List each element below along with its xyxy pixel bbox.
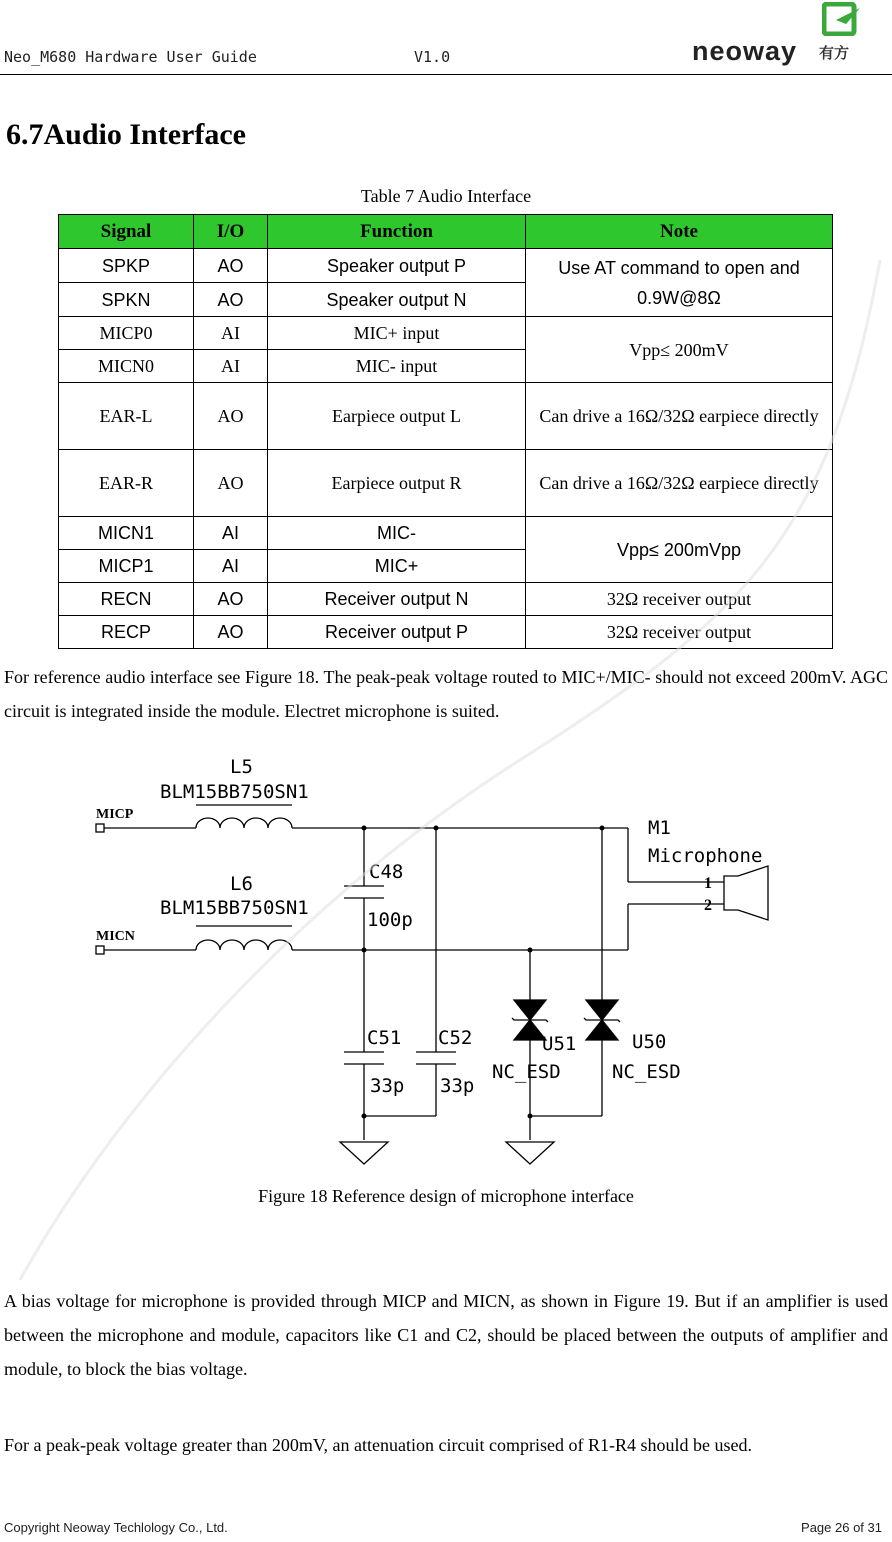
- cell-io: AO: [194, 450, 268, 517]
- logo-cn-text: 有方: [819, 44, 850, 62]
- header-signal: Signal: [59, 215, 194, 249]
- logo-text: neoway: [692, 36, 798, 66]
- microphone-icon: [724, 866, 768, 920]
- cell-function: Receiver output N: [268, 583, 526, 616]
- mic-pin1: 1: [704, 875, 712, 892]
- micn-port: [96, 946, 104, 954]
- cell-function: Receiver output P: [268, 616, 526, 649]
- cell-io: AI: [194, 550, 268, 583]
- l6-ref: L6: [230, 873, 253, 895]
- micp-port: [96, 824, 104, 832]
- audio-interface-table: [58, 214, 833, 649]
- c52-value: 33p: [440, 1075, 475, 1097]
- cell-function: Earpiece output L: [268, 383, 526, 450]
- page-header: [0, 0, 892, 76]
- cell-signal: RECP: [59, 616, 194, 649]
- cell-io: AI: [194, 317, 268, 350]
- footer-copyright: Copyright Neoway Techlology Co., Ltd.: [4, 1520, 228, 1535]
- net-label-micp: MICP: [96, 807, 134, 822]
- doc-version: V1.0: [414, 48, 451, 66]
- cell-function: MIC- input: [268, 350, 526, 383]
- figure-caption: Figure 18 Reference design of microphone interface: [258, 1186, 634, 1206]
- cell-io: AO: [194, 383, 268, 450]
- header-function: Function: [268, 215, 526, 249]
- c52-ref: C52: [438, 1027, 473, 1049]
- table-header-row: [59, 215, 833, 249]
- c51-ref: C51: [367, 1027, 402, 1049]
- cell-signal: EAR-L: [59, 383, 194, 450]
- cell-note: Vpp≤ 200mV: [526, 317, 833, 383]
- cell-function: Earpiece output R: [268, 450, 526, 517]
- mic-name: Microphone: [648, 845, 763, 867]
- u51-value: NC_ESD: [492, 1061, 561, 1083]
- cell-function: Speaker output N: [268, 283, 526, 317]
- cell-signal: SPKN: [59, 283, 194, 317]
- header-rule: [0, 74, 892, 75]
- mic-pin2: 2: [704, 897, 712, 914]
- table-row: [59, 383, 833, 450]
- paragraph-audio-reference: For reference audio interface see Figure 18. The peak-peak voltage routed to MIC+/MIC- should not exceed 200mV. AGC circuit is integrated inside the module. Electret microphone is suited.: [4, 667, 888, 721]
- table-row: [59, 583, 833, 616]
- cell-note: Can drive a 16Ω/32Ω earpiece directly: [526, 450, 833, 517]
- cell-io: AI: [194, 350, 268, 383]
- c48-ref: C48: [369, 861, 404, 883]
- cell-io: AI: [194, 517, 268, 550]
- header-io: I/O: [194, 215, 268, 249]
- net-label-micn: MICN: [96, 929, 135, 944]
- cell-note: Vpp≤ 200mVpp: [526, 517, 833, 583]
- footer-page-number: Page 26 of 31: [801, 1520, 882, 1535]
- cell-signal: MICP0: [59, 317, 194, 350]
- cell-io: AO: [194, 583, 268, 616]
- ground-icon: [340, 1142, 388, 1164]
- cell-function: Speaker output P: [268, 249, 526, 283]
- logo-mark-icon: [822, 2, 862, 36]
- cell-note: 32Ω receiver output: [526, 616, 833, 649]
- cell-signal: MICN1: [59, 517, 194, 550]
- paragraph-bias-voltage: A bias voltage for microphone is provided through MICP and MICN, as shown in Figure 19. But if an amplifier is used between the microphone and module, capacitors like C1 and C2, should be placed between the outputs of amplifier and module, to block the bias voltage.: [4, 1291, 888, 1379]
- l6-part: BLM15BB750SN1: [160, 897, 309, 919]
- table-row: [59, 317, 833, 350]
- inductor-l5: [196, 818, 292, 828]
- cell-note: 32Ω receiver output: [526, 583, 833, 616]
- cell-io: AO: [194, 283, 268, 317]
- microphone-schematic: [0, 750, 892, 1180]
- l5-ref: L5: [230, 756, 253, 778]
- cell-signal: RECN: [59, 583, 194, 616]
- table-row: [59, 249, 833, 283]
- esd-diode-icon: [514, 1000, 546, 1020]
- table-row: [59, 450, 833, 517]
- cell-signal: MICN0: [59, 350, 194, 383]
- l5-part: BLM15BB750SN1: [160, 781, 309, 803]
- cell-io: AO: [194, 616, 268, 649]
- u50-value: NC_ESD: [612, 1061, 681, 1083]
- cell-signal: MICP1: [59, 550, 194, 583]
- cell-note: Can drive a 16Ω/32Ω earpiece directly: [526, 383, 833, 450]
- c48-value: 100p: [367, 909, 413, 931]
- cell-io: AO: [194, 249, 268, 283]
- cell-signal: SPKP: [59, 249, 194, 283]
- table-caption: Table 7 Audio Interface: [360, 186, 532, 206]
- cell-note: Use AT command to open and 0.9W@8Ω: [526, 249, 833, 317]
- section-title: 6.7Audio Interface: [6, 118, 246, 151]
- neoway-logo: [692, 0, 867, 70]
- mic-ref: M1: [648, 817, 671, 839]
- u50-ref: U50: [632, 1031, 667, 1053]
- ground-icon: [506, 1142, 554, 1164]
- cell-function: MIC+: [268, 550, 526, 583]
- header-note: Note: [526, 215, 833, 249]
- paragraph-attenuation: For a peak-peak voltage greater than 200mV, an attenuation circuit comprised of R1-R4 should be used.: [4, 1435, 752, 1455]
- u51-ref: U51: [542, 1033, 577, 1055]
- table-row: [59, 517, 833, 550]
- inductor-l6: [196, 940, 292, 950]
- doc-title: Neo_M680 Hardware User Guide: [4, 48, 257, 66]
- cell-function: MIC+ input: [268, 317, 526, 350]
- esd-diode-icon: [586, 1020, 618, 1040]
- esd-diode-icon: [586, 1000, 618, 1020]
- table-row: [59, 616, 833, 649]
- cell-signal: EAR-R: [59, 450, 194, 517]
- cell-function: MIC-: [268, 517, 526, 550]
- c51-value: 33p: [370, 1075, 405, 1097]
